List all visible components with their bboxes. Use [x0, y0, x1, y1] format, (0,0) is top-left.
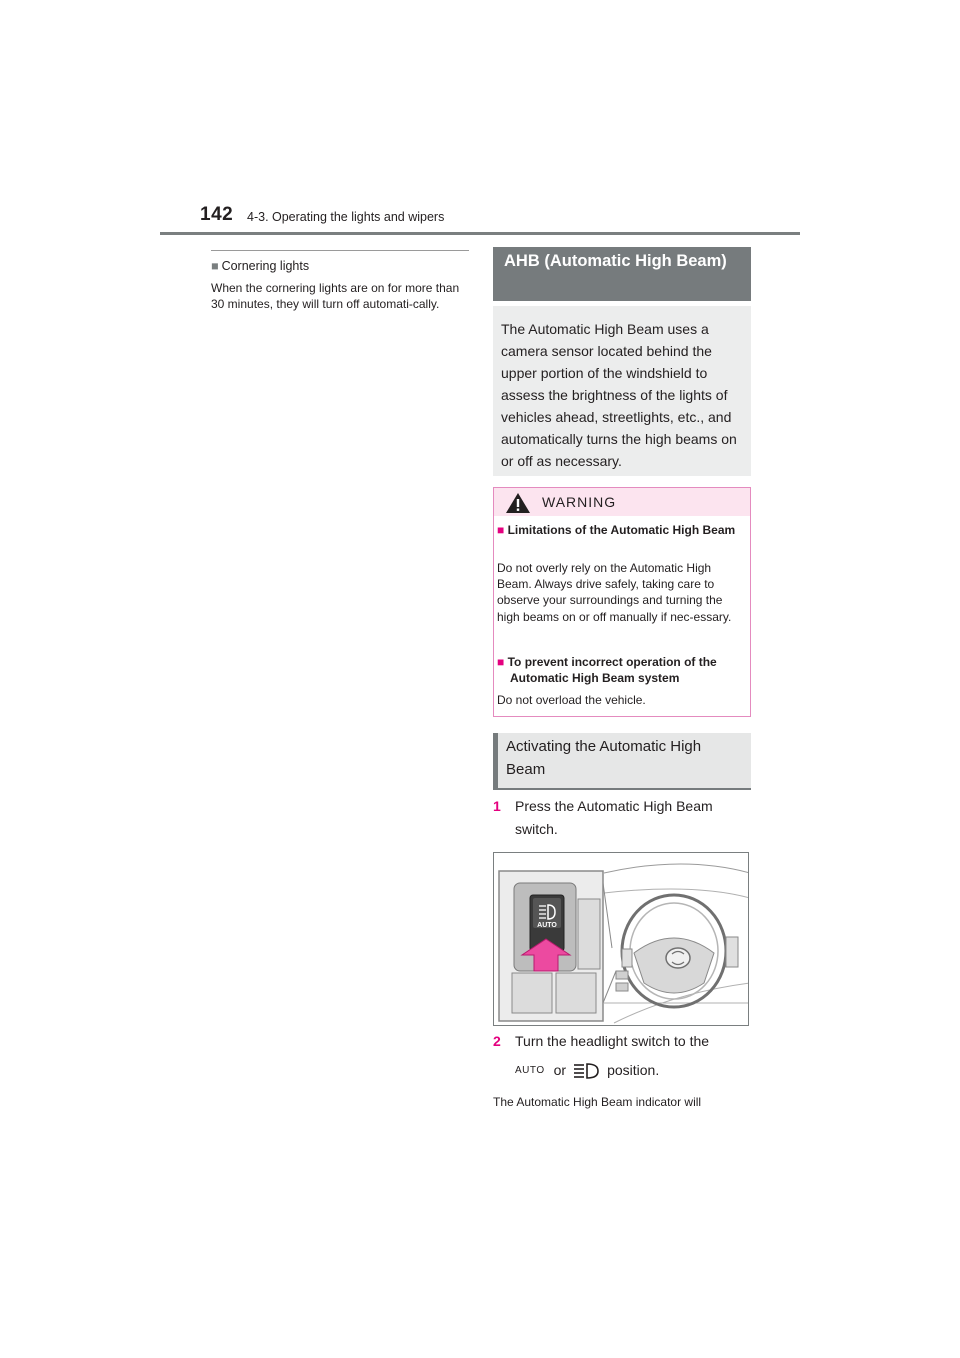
step-2-line-2	[515, 1059, 751, 1082]
step-2-number: 2	[493, 1033, 501, 1049]
warning-box	[493, 487, 751, 717]
warning-item1-heading	[497, 522, 742, 538]
step-1-number: 1	[493, 798, 501, 814]
step-2-or: or	[553, 1062, 567, 1078]
ahb-intro: The Automatic High Beam uses a camera sensor located behind the upper portion of the windshield to assess the brightness of the lights of vehicles ahead, streetlights, etc., and automatically turns the high beams on or off as necessary.	[493, 306, 751, 476]
activating-section-title: Activating the Automatic High Beam	[493, 733, 751, 789]
figure-auto-label: AUTO	[537, 922, 557, 929]
headlight-icon	[571, 1062, 601, 1080]
trailing-text: The Automatic High Beam indicator will	[493, 1095, 702, 1109]
page-number: 142	[200, 204, 234, 225]
activating-title-underline	[493, 788, 751, 790]
square-bullet-icon: ■	[211, 259, 219, 273]
step-2-text-a: Turn the headlight switch to the	[515, 1033, 710, 1049]
cornering-lights-heading	[211, 259, 309, 273]
warning-header	[494, 488, 750, 516]
warning-item1-heading-text: Limitations of the Automatic High Beam	[507, 523, 736, 537]
section-title: 4-3. Operating the lights and wipers	[247, 210, 445, 224]
warning-item2-heading	[497, 654, 745, 686]
square-bullet-icon: ■	[497, 523, 505, 537]
warning-label: WARNING	[542, 494, 617, 510]
warning-item2-heading-text: To prevent incorrect operation of the Automatic High Beam system	[507, 655, 717, 685]
cornering-lights-body: When the cornering lights are on for more than 30 minutes, they will turn off automati-cally.	[211, 281, 460, 311]
square-bullet-icon: ■	[497, 655, 505, 669]
warning-item2-body: Do not overload the vehicle.	[497, 693, 646, 707]
cornering-lights-heading-text: Cornering lights	[221, 259, 310, 273]
auto-symbol-icon: AUTO	[515, 1065, 545, 1076]
step-1-text: Press the Automatic High Beam switch.	[515, 798, 713, 837]
warning-triangle-icon	[505, 492, 531, 514]
ahb-switch-figure	[493, 852, 749, 1026]
step-1	[493, 795, 751, 841]
step-2	[493, 1030, 751, 1053]
left-column-rule	[211, 250, 469, 251]
header-divider	[160, 232, 800, 235]
step-2-position: position.	[607, 1062, 660, 1078]
warning-item1-body: Do not overly rely on the Automatic High Beam. Always drive safely, taking care to observe your surroundings and turning the high beams on or off manually if nec-essary.	[497, 561, 732, 624]
ahb-section-title: AHB (Automatic High Beam)	[493, 247, 751, 301]
dashboard-illustration	[494, 853, 749, 1026]
